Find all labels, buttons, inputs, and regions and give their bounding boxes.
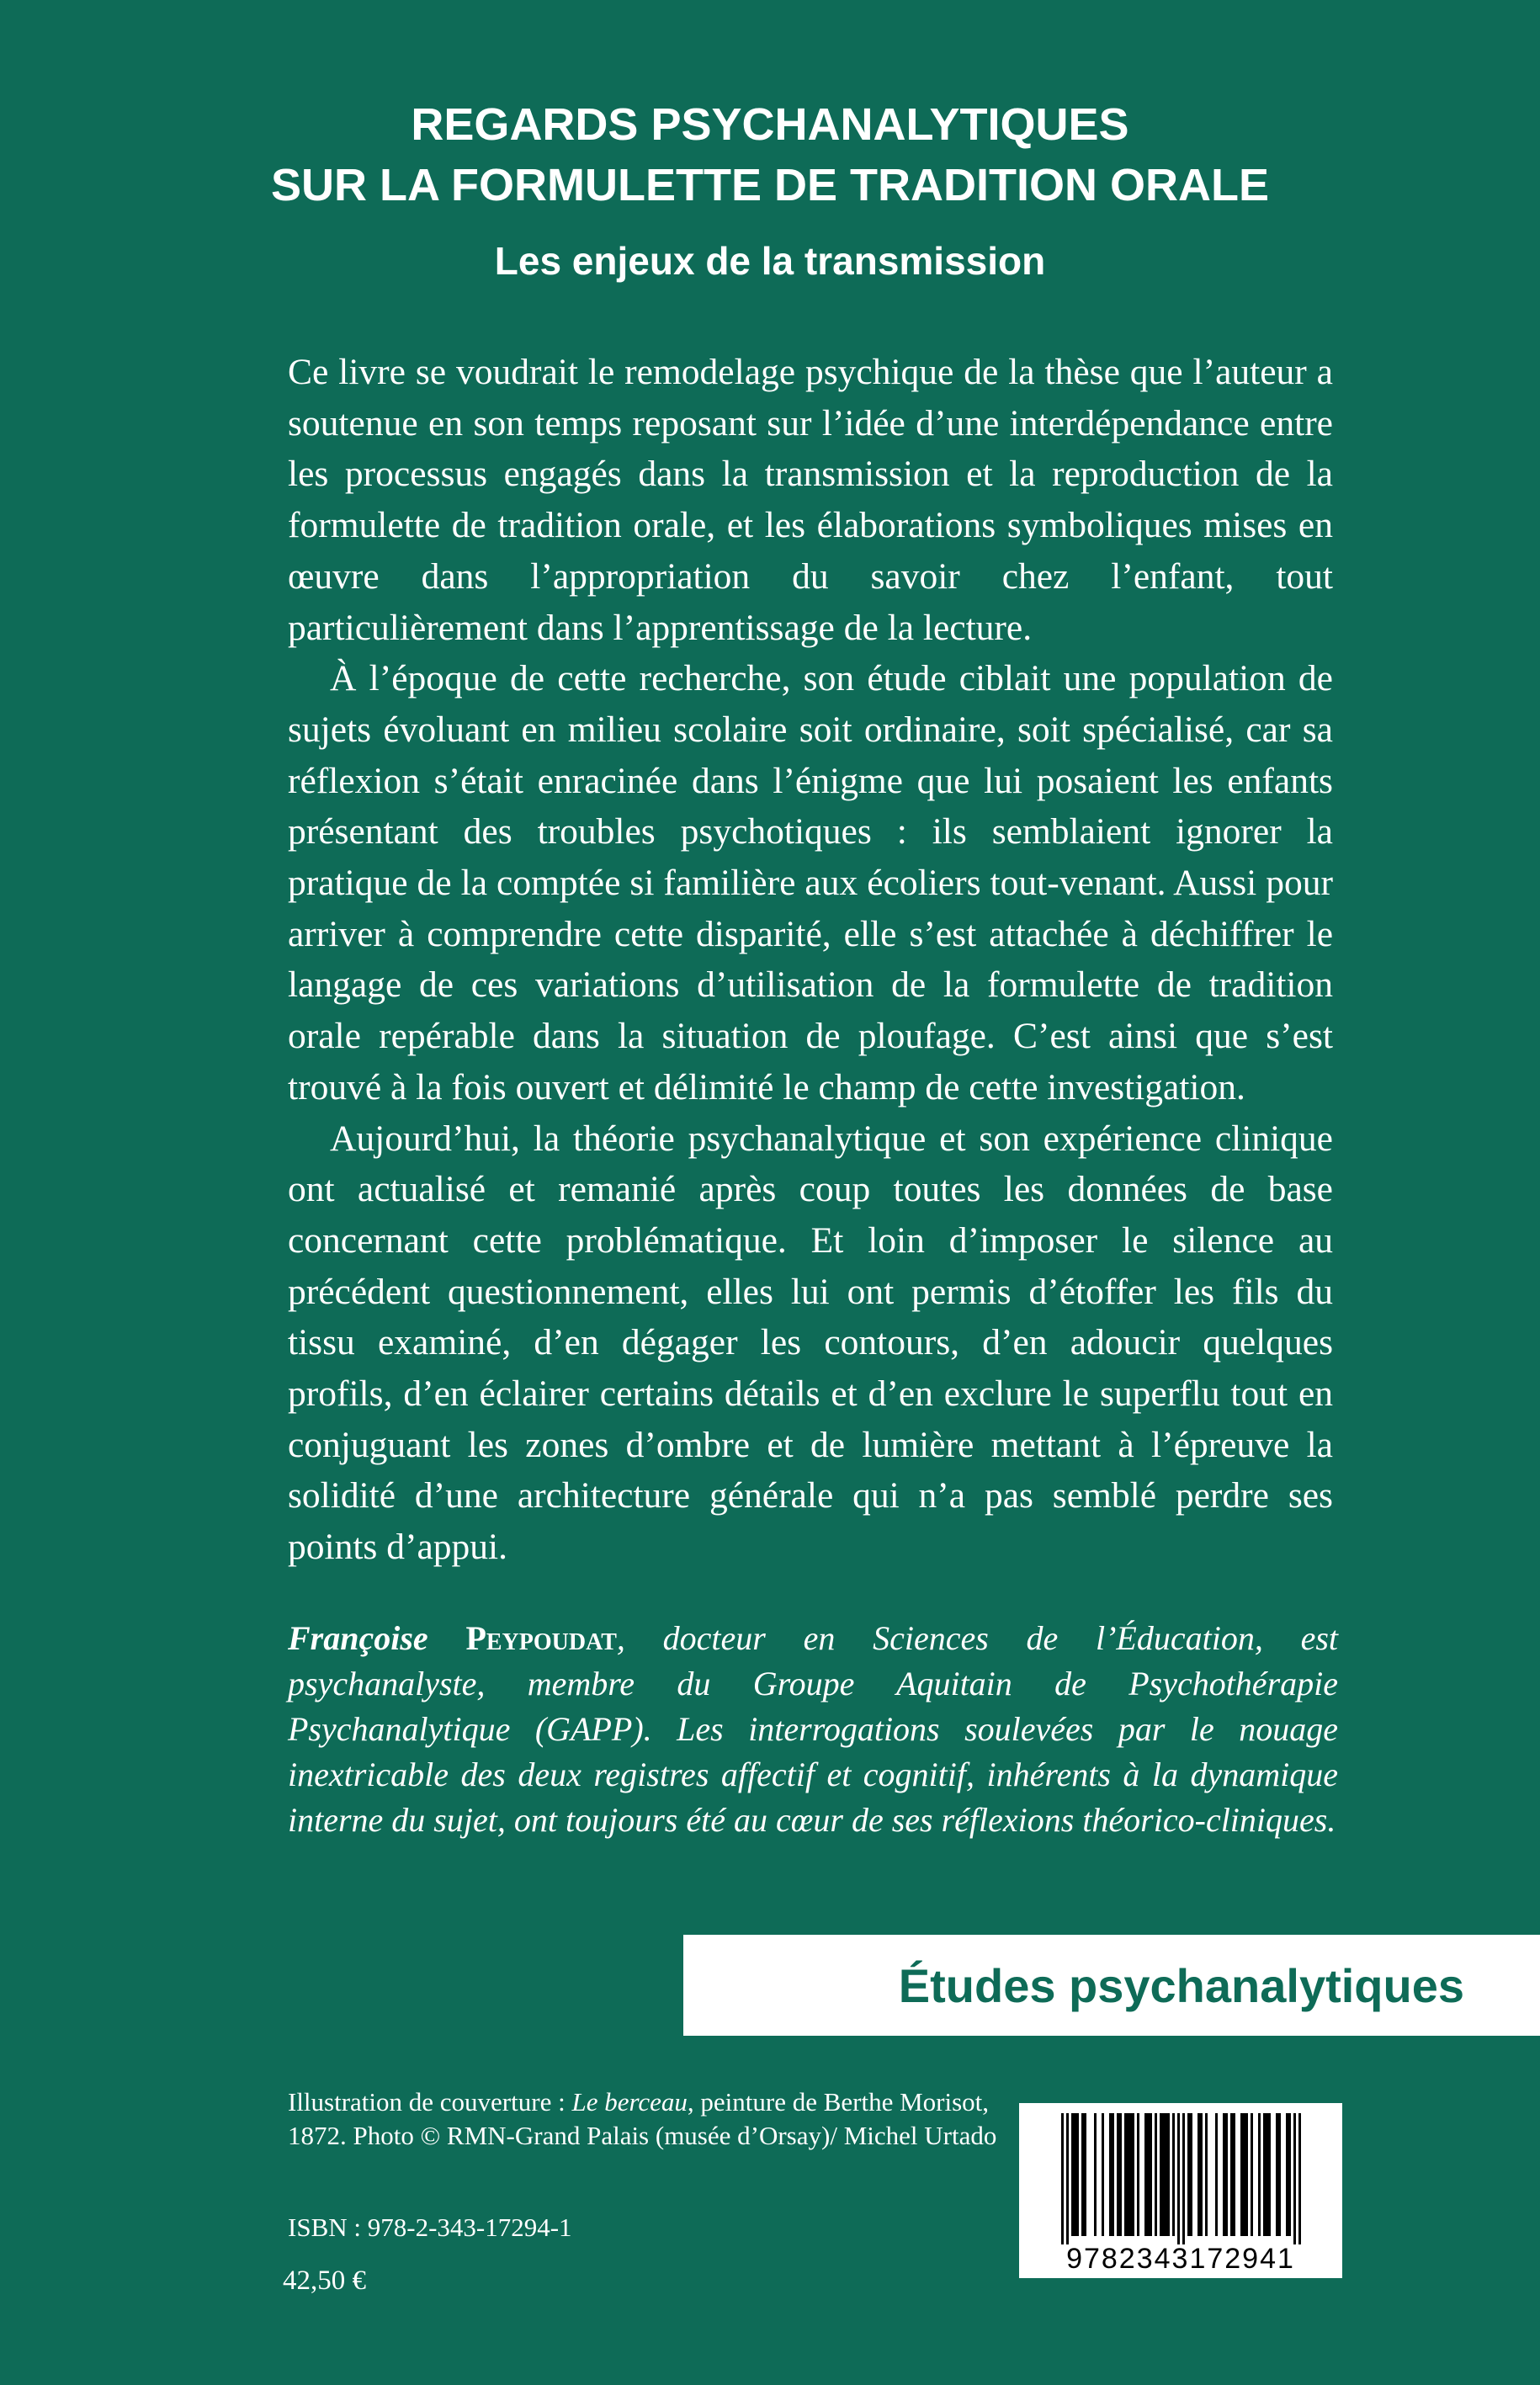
barcode-bar	[1094, 2113, 1097, 2236]
barcode-bar	[1084, 2113, 1086, 2236]
barcode-bar	[1076, 2113, 1079, 2236]
barcode-bar	[1066, 2113, 1069, 2244]
credits-prefix: Illustration de couverture :	[288, 2087, 572, 2117]
barcode-bar	[1243, 2113, 1245, 2236]
barcode-bar	[1132, 2113, 1134, 2236]
barcode-digits: 9782343172941	[1066, 2243, 1295, 2275]
barcode-bar	[1112, 2113, 1114, 2236]
barcode-bar	[1276, 2113, 1278, 2236]
barcode-bar	[1200, 2113, 1203, 2236]
barcode-bar	[1266, 2113, 1268, 2236]
barcode-bar	[1233, 2113, 1235, 2236]
isbn: ISBN : 978-2-343-17294-1	[288, 2212, 572, 2242]
blurb-paragraph-3: Aujourd’hui, la théorie psychanalytique et son expérience clinique ont actualisé et remanié après coup toutes les données de base concernant cette problématique. Et loin d’imposer le silence au précédent questionnement, elles lui ont permis d’étoffer les fils du tissu examiné, d’en dégager les contours, d’en adoucir quelques profils, d’en éclairer certains détails et d’en exclure le superflu tout en conjuguant les zones d’ombre et de lumière mettant à l’épreuve la solidité d’une architecture générale qui n’a pas semblé perdre ses points d’appui.	[288, 1118, 1333, 1568]
barcode-bar	[1124, 2113, 1127, 2236]
barcode-bar	[1190, 2113, 1192, 2236]
author-bio-text: , docteur en Sciences de l’Éducation, est psychanalyste, membre du Groupe Aquitain de Psychothérapie Psychanalytique (GAPP). Les interrogations soulevées par le nouage inextricable des deux registres affectif et cognitif, inhérents à la dynamique interne du sujet, ont toujours été au cœur de ses réflexions théorico-cliniques.	[288, 1619, 1339, 1839]
book-title	[0, 94, 1540, 215]
barcode-bar	[1205, 2113, 1208, 2236]
barcode-bar	[1278, 2113, 1281, 2236]
barcode-bar	[1258, 2113, 1261, 2236]
price: 42,50 €	[283, 2265, 366, 2296]
barcode-bar	[1223, 2113, 1225, 2236]
barcode-bar	[1165, 2113, 1167, 2236]
barcode-bar	[1177, 2113, 1180, 2244]
author-first-name: Françoise	[288, 1619, 428, 1657]
author-bio	[288, 1616, 1338, 1843]
barcode-bar	[1251, 2113, 1253, 2236]
title-line-1: REGARDS PSYCHANALYTIQUES	[411, 99, 1129, 150]
barcode-bar	[1074, 2113, 1076, 2236]
barcode-bar	[1288, 2113, 1291, 2236]
barcode-bar	[1293, 2113, 1296, 2244]
blurb-paragraph-1: Ce livre se voudrait le remodelage psychique de la thèse que l’auteur a soutenue en son temps reposant sur l’idée d’une interdépendance entre les processus engagés dans la transmission et la reproduction de la formulette de tradition orale, et les élaborations symboliques mises en œuvre dans l’appropriation du savoir chez l’enfant, tout particulièrement dans l’apprentissage de la lecture.	[288, 352, 1333, 648]
barcode-bar	[1162, 2113, 1165, 2236]
barcode-bar	[1160, 2113, 1162, 2236]
barcode-bar	[1187, 2113, 1190, 2236]
barcode-bar	[1119, 2113, 1122, 2236]
barcode	[1019, 2103, 1342, 2278]
barcode-bar	[1071, 2113, 1074, 2236]
barcode-bar	[1061, 2113, 1064, 2244]
barcode-bar	[1137, 2113, 1139, 2236]
barcode-bar	[1102, 2113, 1104, 2236]
barcode-bar	[1263, 2113, 1266, 2236]
barcode-bar	[1127, 2113, 1129, 2236]
barcode-bar	[1129, 2113, 1132, 2236]
barcode-bar	[1144, 2113, 1147, 2236]
barcode-bar	[1298, 2113, 1301, 2244]
blurb	[288, 347, 1333, 1573]
barcode-bar	[1117, 2113, 1119, 2236]
series-name: Études psychanalytiques	[898, 1959, 1464, 2012]
illustration-credits	[288, 2085, 1003, 2153]
barcode-bar	[1197, 2113, 1200, 2236]
barcode-bars	[1019, 2103, 1342, 2246]
barcode-bar	[1150, 2113, 1152, 2236]
barcode-bar	[1081, 2113, 1084, 2236]
barcode-bar	[1230, 2113, 1233, 2236]
book-subtitle: Les enjeux de la transmission	[494, 239, 1046, 283]
barcode-bar	[1109, 2113, 1112, 2236]
barcode-bar	[1245, 2113, 1248, 2236]
series-band	[683, 1935, 1540, 2036]
blurb-paragraph-2: À l’époque de cette recherche, son étude ciblait une population de sujets évoluant en milieu scolaire soit ordinaire, soit spécialisé, car sa réflexion s’était enracinée dans l’énigme que lui posaient les enfants présentant des troubles psychotiques : ils semblaient ignorer la pratique de la comptée si familière aux écoliers tout-venant. Aussi pour arriver à comprendre cette disparité, elle s’est attachée à déchiffrer le langage de ces variations d’utilisation de la formulette de tradition orale repérable dans la situation de ploufage. C’est ainsi que s’est trouvé à la fois ouvert et délimité le champ de cette investigation.	[288, 658, 1333, 1108]
barcode-bar	[1240, 2113, 1243, 2236]
author-last-name: Peypoudat	[465, 1619, 617, 1657]
credits-work-title: Le berceau	[571, 2087, 688, 2117]
barcode-bar	[1268, 2113, 1271, 2236]
barcode-bar	[1155, 2113, 1157, 2236]
barcode-bar	[1167, 2113, 1170, 2236]
title-line-2: SUR LA FORMULETTE DE TRADITION ORALE	[271, 160, 1269, 210]
barcode-bar	[1215, 2113, 1218, 2236]
barcode-bar	[1286, 2113, 1288, 2236]
credits-suffix: , peinture de Berthe Morisot, 1872. Photo © RMN-Grand Palais (musée d’Orsay)/ Michel Urtado	[288, 2087, 997, 2150]
barcode-bar	[1225, 2113, 1228, 2236]
barcode-bar	[1182, 2113, 1185, 2244]
barcode-bar	[1147, 2113, 1150, 2236]
barcode-bar	[1172, 2113, 1175, 2236]
